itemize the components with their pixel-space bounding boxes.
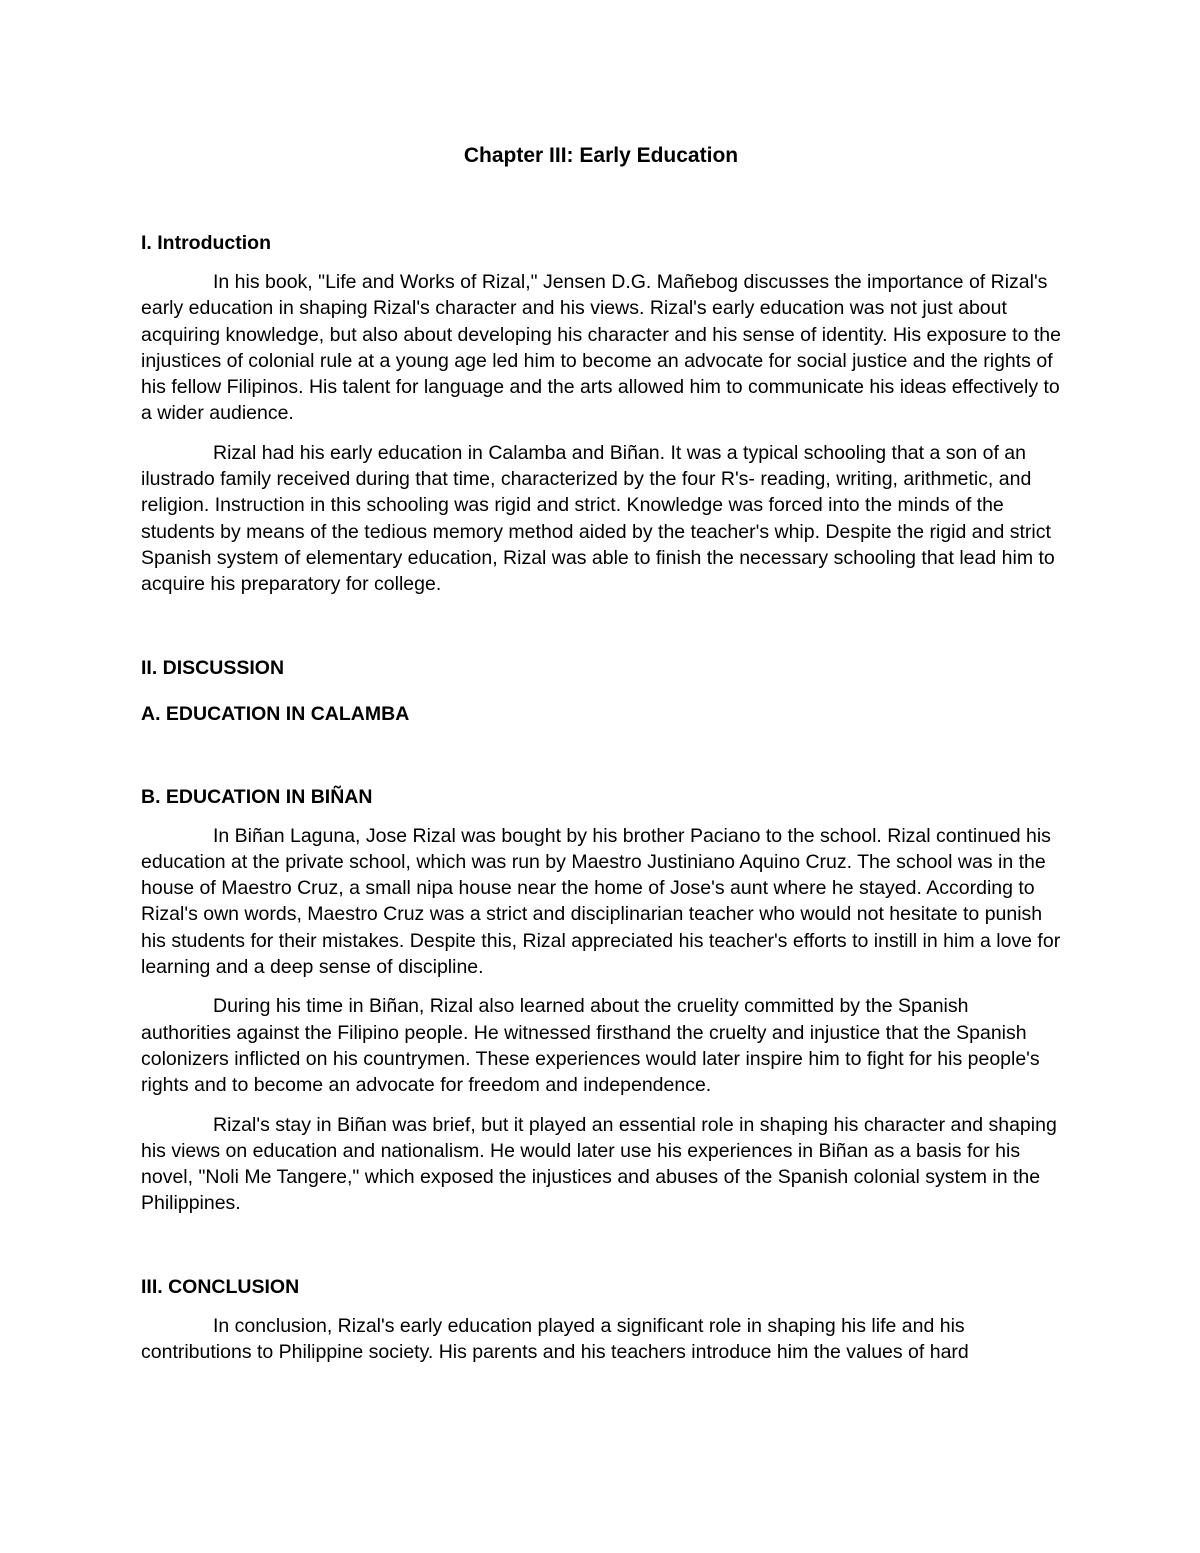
spacer bbox=[141, 1099, 1061, 1112]
paragraph: In conclusion, Rizal's early education played a significant role in shaping his life and his contributions to Philippine society. His parents and his teachers introduce him the values of hard bbox=[141, 1314, 969, 1364]
paragraph: During his time in Biñan, Rizal also learned about the cruelity committed by the Spanish authorities against the Filipino people. He witnessed firsthand the cruelty and injustice that the Spanish colonizers inflicted on his countrymen. These experiences would later inspire him to fight for his people's rights and to become an advocate for freedom and independence. bbox=[141, 995, 1040, 1097]
paragraph: In Biñan Laguna, Jose Rizal was bought by his brother Paciano to the school. Rizal continued his education at the private school, which was run by Maestro Justiniano Aquino Cruz. The school was in the house of Maestro Cruz, a small nipa house near the home of Jose's aunt where he stayed. According to Rizal's own words, Maestro Cruz was a strict and disciplinarian teacher who would not hesitate to punish his students for their mistakes. Despite this, Rizal appreciated his teacher's efforts to instill in him a love for learning and a deep sense of discipline. bbox=[141, 824, 1061, 979]
paragraph: Rizal's stay in Biñan was brief, but it played an essential role in shaping his character and shaping his views on education and nationalism. He would later use his experiences in Biñan as a basis for his novel, "Noli Me Tangere," which exposed the injustices and abuses of the Spanish colonial system in the Philippines. bbox=[141, 1113, 1057, 1215]
subsection-heading-calamba: A. EDUCATION IN CALAMBA bbox=[141, 702, 410, 725]
spacer bbox=[141, 256, 1061, 269]
spacer bbox=[141, 810, 1061, 823]
spacer bbox=[141, 980, 1061, 993]
subsection-heading-binan: B. EDUCATION IN BIÑAN bbox=[141, 785, 373, 808]
spacer bbox=[141, 427, 1061, 440]
section-heading-introduction: I. Introduction bbox=[141, 232, 271, 254]
spacer bbox=[141, 1217, 1061, 1274]
section-heading-conclusion: III. CONCLUSION bbox=[141, 1275, 300, 1298]
page-title: Chapter III: Early Education bbox=[463, 144, 739, 167]
spacer bbox=[141, 598, 1061, 655]
paragraph: Rizal had his early education in Calamba and Biñan. It was a typical schooling that a son of an ilustrado family received during that time, characterized by the four R's- reading, writing, arithmetic, and religion. Instruction in this schooling was rigid and strict. Knowledge was forced into the minds of the students by means of the tedious memory method aided by the teacher's whip. Despite the rigid and strict Spanish system of elementary education, Rizal was able to finish the necessary schooling that lead him to acquire his preparatory for college. bbox=[141, 441, 1055, 596]
paragraph: In his book, "Life and Works of Rizal," Jensen D.G. Mañebog discusses the importance of Rizal's early education in shaping Rizal's character and his views. Rizal's early education was not just about acquiring knowledge, but also about developing his character and his sense of identity. His exposure to the injustices of colonial rule at a young age led him to become an advocate for social justice and the rights of his fellow Filipinos. His talent for language and the arts allowed him to communicate his ideas effectively to a wider audience. bbox=[141, 271, 1061, 425]
spacer bbox=[141, 681, 1061, 701]
spacer bbox=[141, 727, 1061, 784]
section-heading-discussion: II. DISCUSSION bbox=[141, 656, 285, 679]
document-body bbox=[141, 142, 1061, 1365]
spacer bbox=[141, 1300, 1061, 1313]
